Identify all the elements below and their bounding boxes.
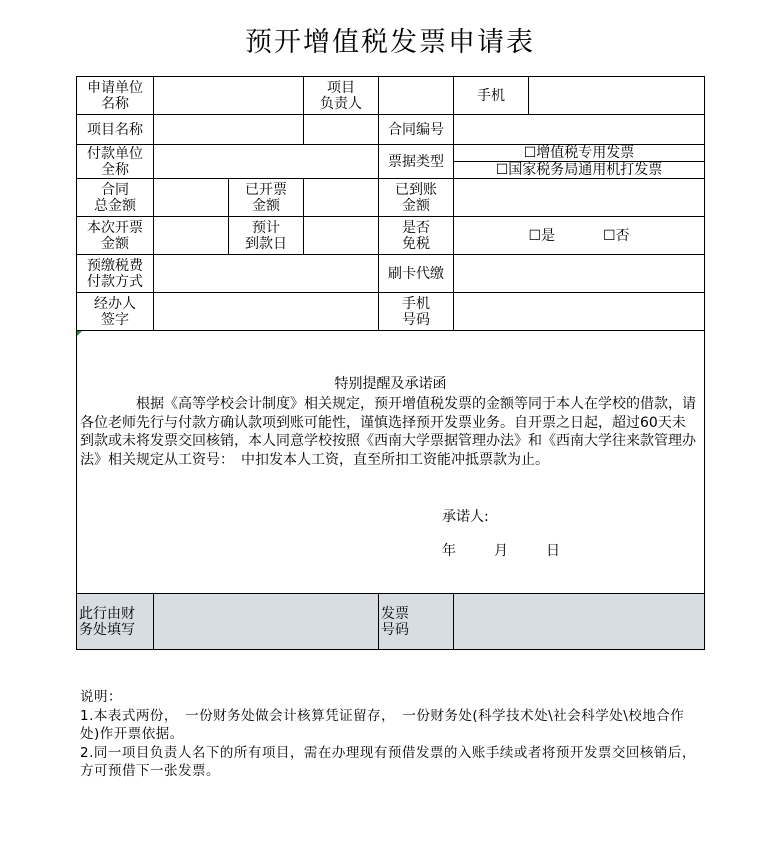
notes-heading: 说明： <box>80 689 122 705</box>
application-form-table <box>76 76 705 650</box>
mobile-no-field[interactable] <box>454 293 705 331</box>
table-row <box>77 115 705 145</box>
table-row <box>77 255 705 293</box>
applicant-unit-label: 申请单位 名称 <box>77 77 154 115</box>
applicant-unit-field[interactable] <box>154 77 304 115</box>
invoice-type-vat-checkbox[interactable]: ☐增值税专用发票 <box>454 145 705 162</box>
prepay-method-field[interactable] <box>154 255 379 293</box>
invoiced-amount-label: 已开票 金额 <box>229 179 304 217</box>
table-row <box>77 217 705 255</box>
tax-exempt-label: 是否 免税 <box>379 217 454 255</box>
current-amount-label: 本次开票 金额 <box>77 217 154 255</box>
current-amount-field[interactable] <box>154 217 229 255</box>
notes-item-1: 1.本表式两份， 一份财务处做会计核算凭证留存， 一份财务处(科学技术处\社会科学处\校地合作处)作开票依据。 <box>80 707 685 742</box>
finance-fill-field[interactable] <box>154 594 379 650</box>
invoice-no-field[interactable] <box>454 594 705 650</box>
project-name-label: 项目名称 <box>77 115 154 145</box>
expected-date-label: 预计 到款日 <box>229 217 304 255</box>
prepay-method-label: 预缴税费 付款方式 <box>77 255 154 293</box>
promise-letter <box>77 331 705 594</box>
expected-date-field[interactable] <box>304 217 379 255</box>
project-leader-label: 项目 负责人 <box>304 77 379 115</box>
handler-sign-field[interactable] <box>154 293 379 331</box>
date-day: 日 <box>546 543 560 559</box>
project-name-extra-field[interactable] <box>304 115 379 145</box>
card-payment-label: 刷卡代缴 <box>379 255 454 293</box>
promise-body: 根据《高等学校会计制度》相关规定，预开增值税发票的金额等同于本人在学校的借款，请各位老师先行与付款方确认款项到账可能性，谨慎选择预开发票业务。自开票之日起，超过60天未到款或未将发票交回核销，本人同意学校按照《西南大学票据管理办法》和《西南大学往来款管理办法》相关规定从工资号： 中扣发本人工资，直至所扣工资能冲抵票款为止。 <box>80 396 696 468</box>
mobile-label: 手机 <box>454 77 529 115</box>
project-name-field[interactable] <box>154 115 304 145</box>
form-title: 预开增值税发票申请表 <box>245 27 535 58</box>
received-amount-label: 已到账 金额 <box>379 179 454 217</box>
date-year: 年 <box>442 543 456 559</box>
notes-item-2: 2.同一项目负责人名下的所有项目，需在办理现有预借发票的入账手续或者将预开发票交回核销后，方可预借下一张发票。 <box>80 744 696 779</box>
table-row <box>77 145 705 162</box>
project-leader-field[interactable] <box>379 77 454 115</box>
notes-section <box>80 688 700 781</box>
cell-marker <box>77 331 82 336</box>
table-row <box>77 331 705 594</box>
contract-total-field[interactable] <box>154 179 229 217</box>
payer-unit-field[interactable] <box>154 145 379 179</box>
tax-exempt-yes-checkbox[interactable]: ☐是 <box>528 227 555 244</box>
contract-no-field[interactable] <box>454 115 705 145</box>
mobile-no-label: 手机 号码 <box>379 293 454 331</box>
table-row <box>77 293 705 331</box>
contract-total-label: 合同 总金额 <box>77 179 154 217</box>
finance-fill-label: 此行由财 务处填写 <box>77 594 154 650</box>
promise-date <box>442 543 560 559</box>
promise-title: 特别提醒及承诺函 <box>334 376 447 392</box>
card-payment-field[interactable] <box>454 255 705 293</box>
invoice-no-label: 发票 号码 <box>379 594 454 650</box>
invoiced-amount-field[interactable] <box>304 179 379 217</box>
received-amount-field[interactable] <box>454 179 705 217</box>
table-row <box>77 77 705 115</box>
promise-signer: 承诺人: <box>442 509 489 525</box>
contract-no-label: 合同编号 <box>379 115 454 145</box>
table-row <box>77 179 705 217</box>
tax-exempt-no-checkbox[interactable]: ☐否 <box>603 227 630 244</box>
table-row <box>77 594 705 650</box>
payer-unit-label: 付款单位 全称 <box>77 145 154 179</box>
tax-exempt-options <box>454 217 705 255</box>
invoice-type-label: 票据类型 <box>379 145 454 179</box>
date-month: 月 <box>494 543 508 559</box>
invoice-type-general-checkbox[interactable]: ☐国家税务局通用机打发票 <box>454 162 705 179</box>
handler-sign-label: 经办人 签字 <box>77 293 154 331</box>
mobile-field[interactable] <box>529 77 705 115</box>
